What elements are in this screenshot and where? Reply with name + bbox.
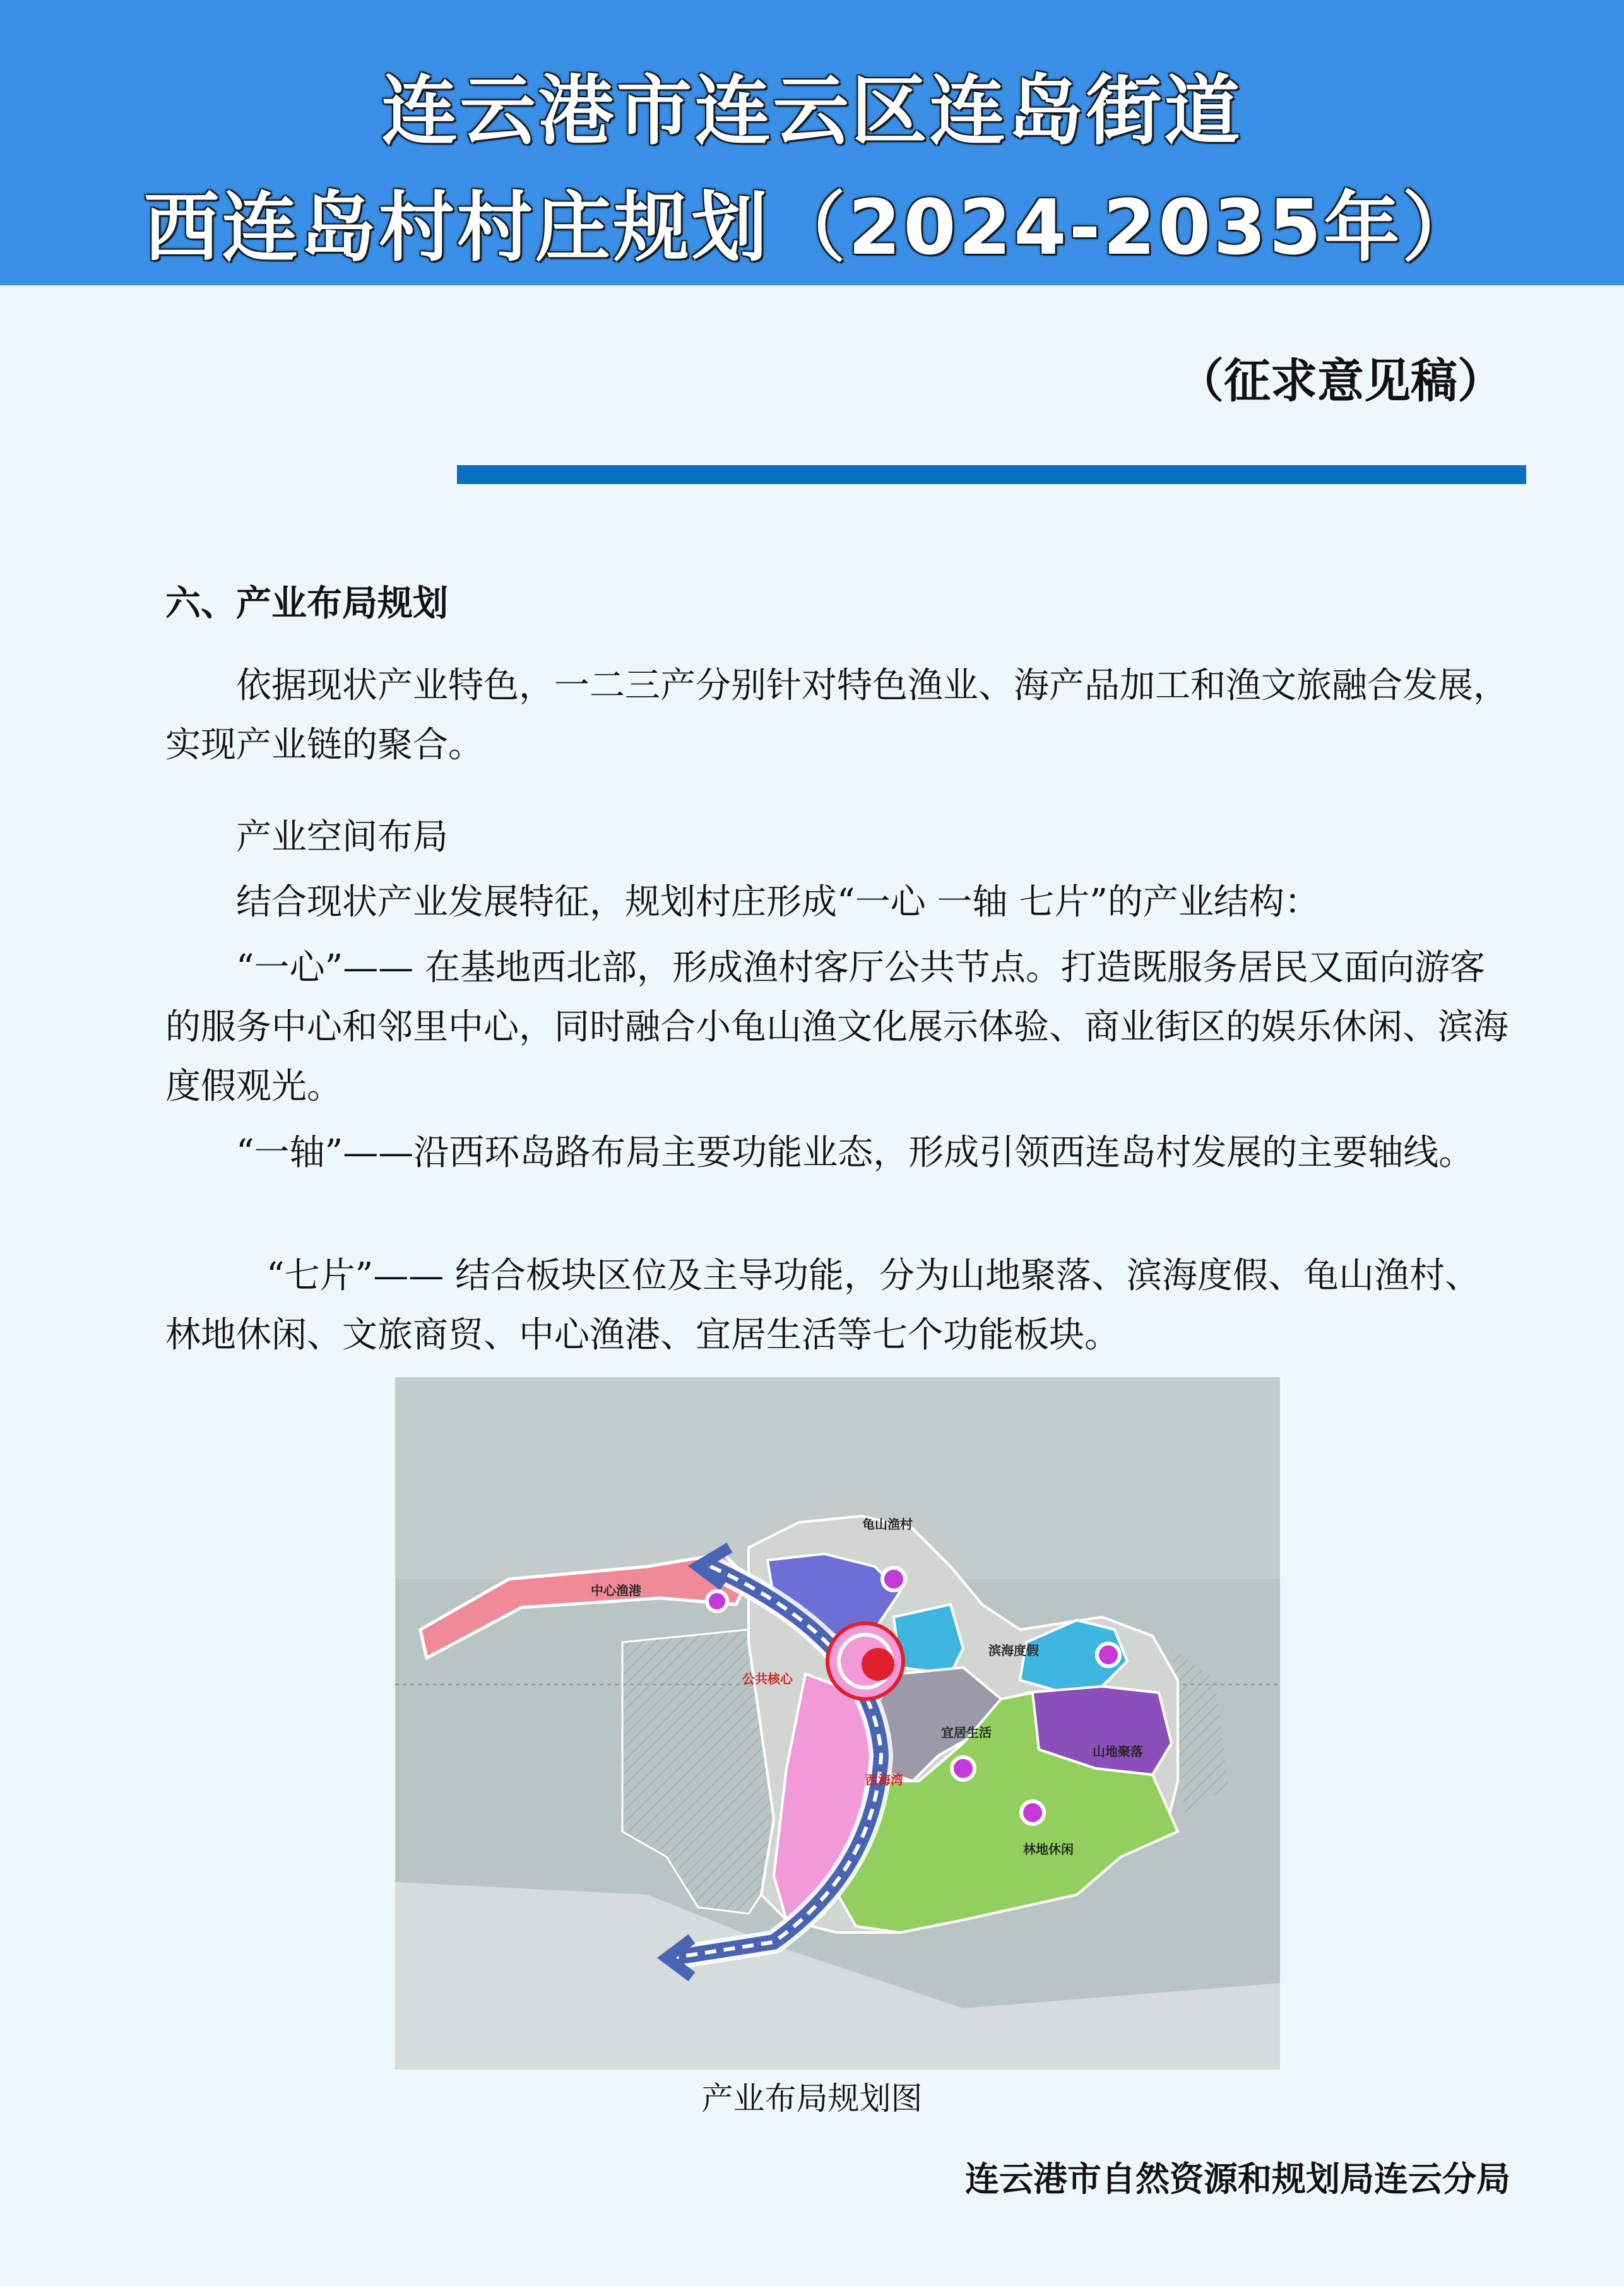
draft-label: （征求意见稿） — [1177, 354, 1504, 408]
axis-paragraph: “一轴”——沿西环岛路布局主要功能业态，形成引领西连岛村发展的主要轴线。 — [236, 1132, 1474, 1173]
label-core: 公共核心 — [742, 1671, 793, 1686]
label-mountain: 山地聚落 — [1093, 1744, 1143, 1759]
section-title: 六、产业布局规划 — [165, 583, 448, 624]
label-guishan: 龟山渔村 — [862, 1517, 913, 1532]
label-living: 宜居生活 — [941, 1725, 992, 1740]
intro-paragraph: 依据现状产业特色，一二三产分别针对特色渔业、海产品加工和渔文旅融合发展，实现产业链的聚合。 — [165, 665, 1508, 766]
structure-paragraph: 结合现状产业发展特征，规划村庄形成“一心 一轴 七片”的产业结构： — [236, 882, 1320, 923]
footer-publisher: 连云港市自然资源和规划局连云分局 — [965, 2159, 1510, 2199]
label-resort: 滨海度假 — [988, 1643, 1039, 1658]
map-svg — [395, 1377, 1280, 2070]
label-westbay: 西海湾 — [865, 1772, 903, 1787]
title-line-2: 西连岛村村庄规划（2024-2035年） — [143, 184, 1481, 272]
subheading: 产业空间布局 — [236, 817, 448, 858]
label-forest: 林地休闲 — [1023, 1842, 1074, 1857]
title-line-1: 连云港市连云区连岛街道 — [381, 68, 1243, 155]
core-dot — [862, 1648, 894, 1681]
industry-layout-map — [395, 1377, 1280, 2070]
zones-paragraph: “七片”—— 结合板块区位及主导功能，分为山地聚落、滨海度假、龟山渔村、林地休闲、文旅商贸、中心渔港、宜居生活等七个功能板块。 — [165, 1255, 1481, 1356]
title-banner — [0, 0, 1624, 285]
map-caption: 产业布局规划图 — [701, 2080, 923, 2117]
divider-bar — [457, 465, 1526, 484]
core-paragraph: “一心”—— 在基地西北部，形成渔村客厅公共节点。打造既服务居民又面向游客的服务中心和邻里中心，同时融合小龟山渔文化展示体验、商业街区的娱乐休闲、滨海度假观光。 — [165, 947, 1508, 1107]
label-harbor: 中心渔港 — [591, 1583, 641, 1598]
